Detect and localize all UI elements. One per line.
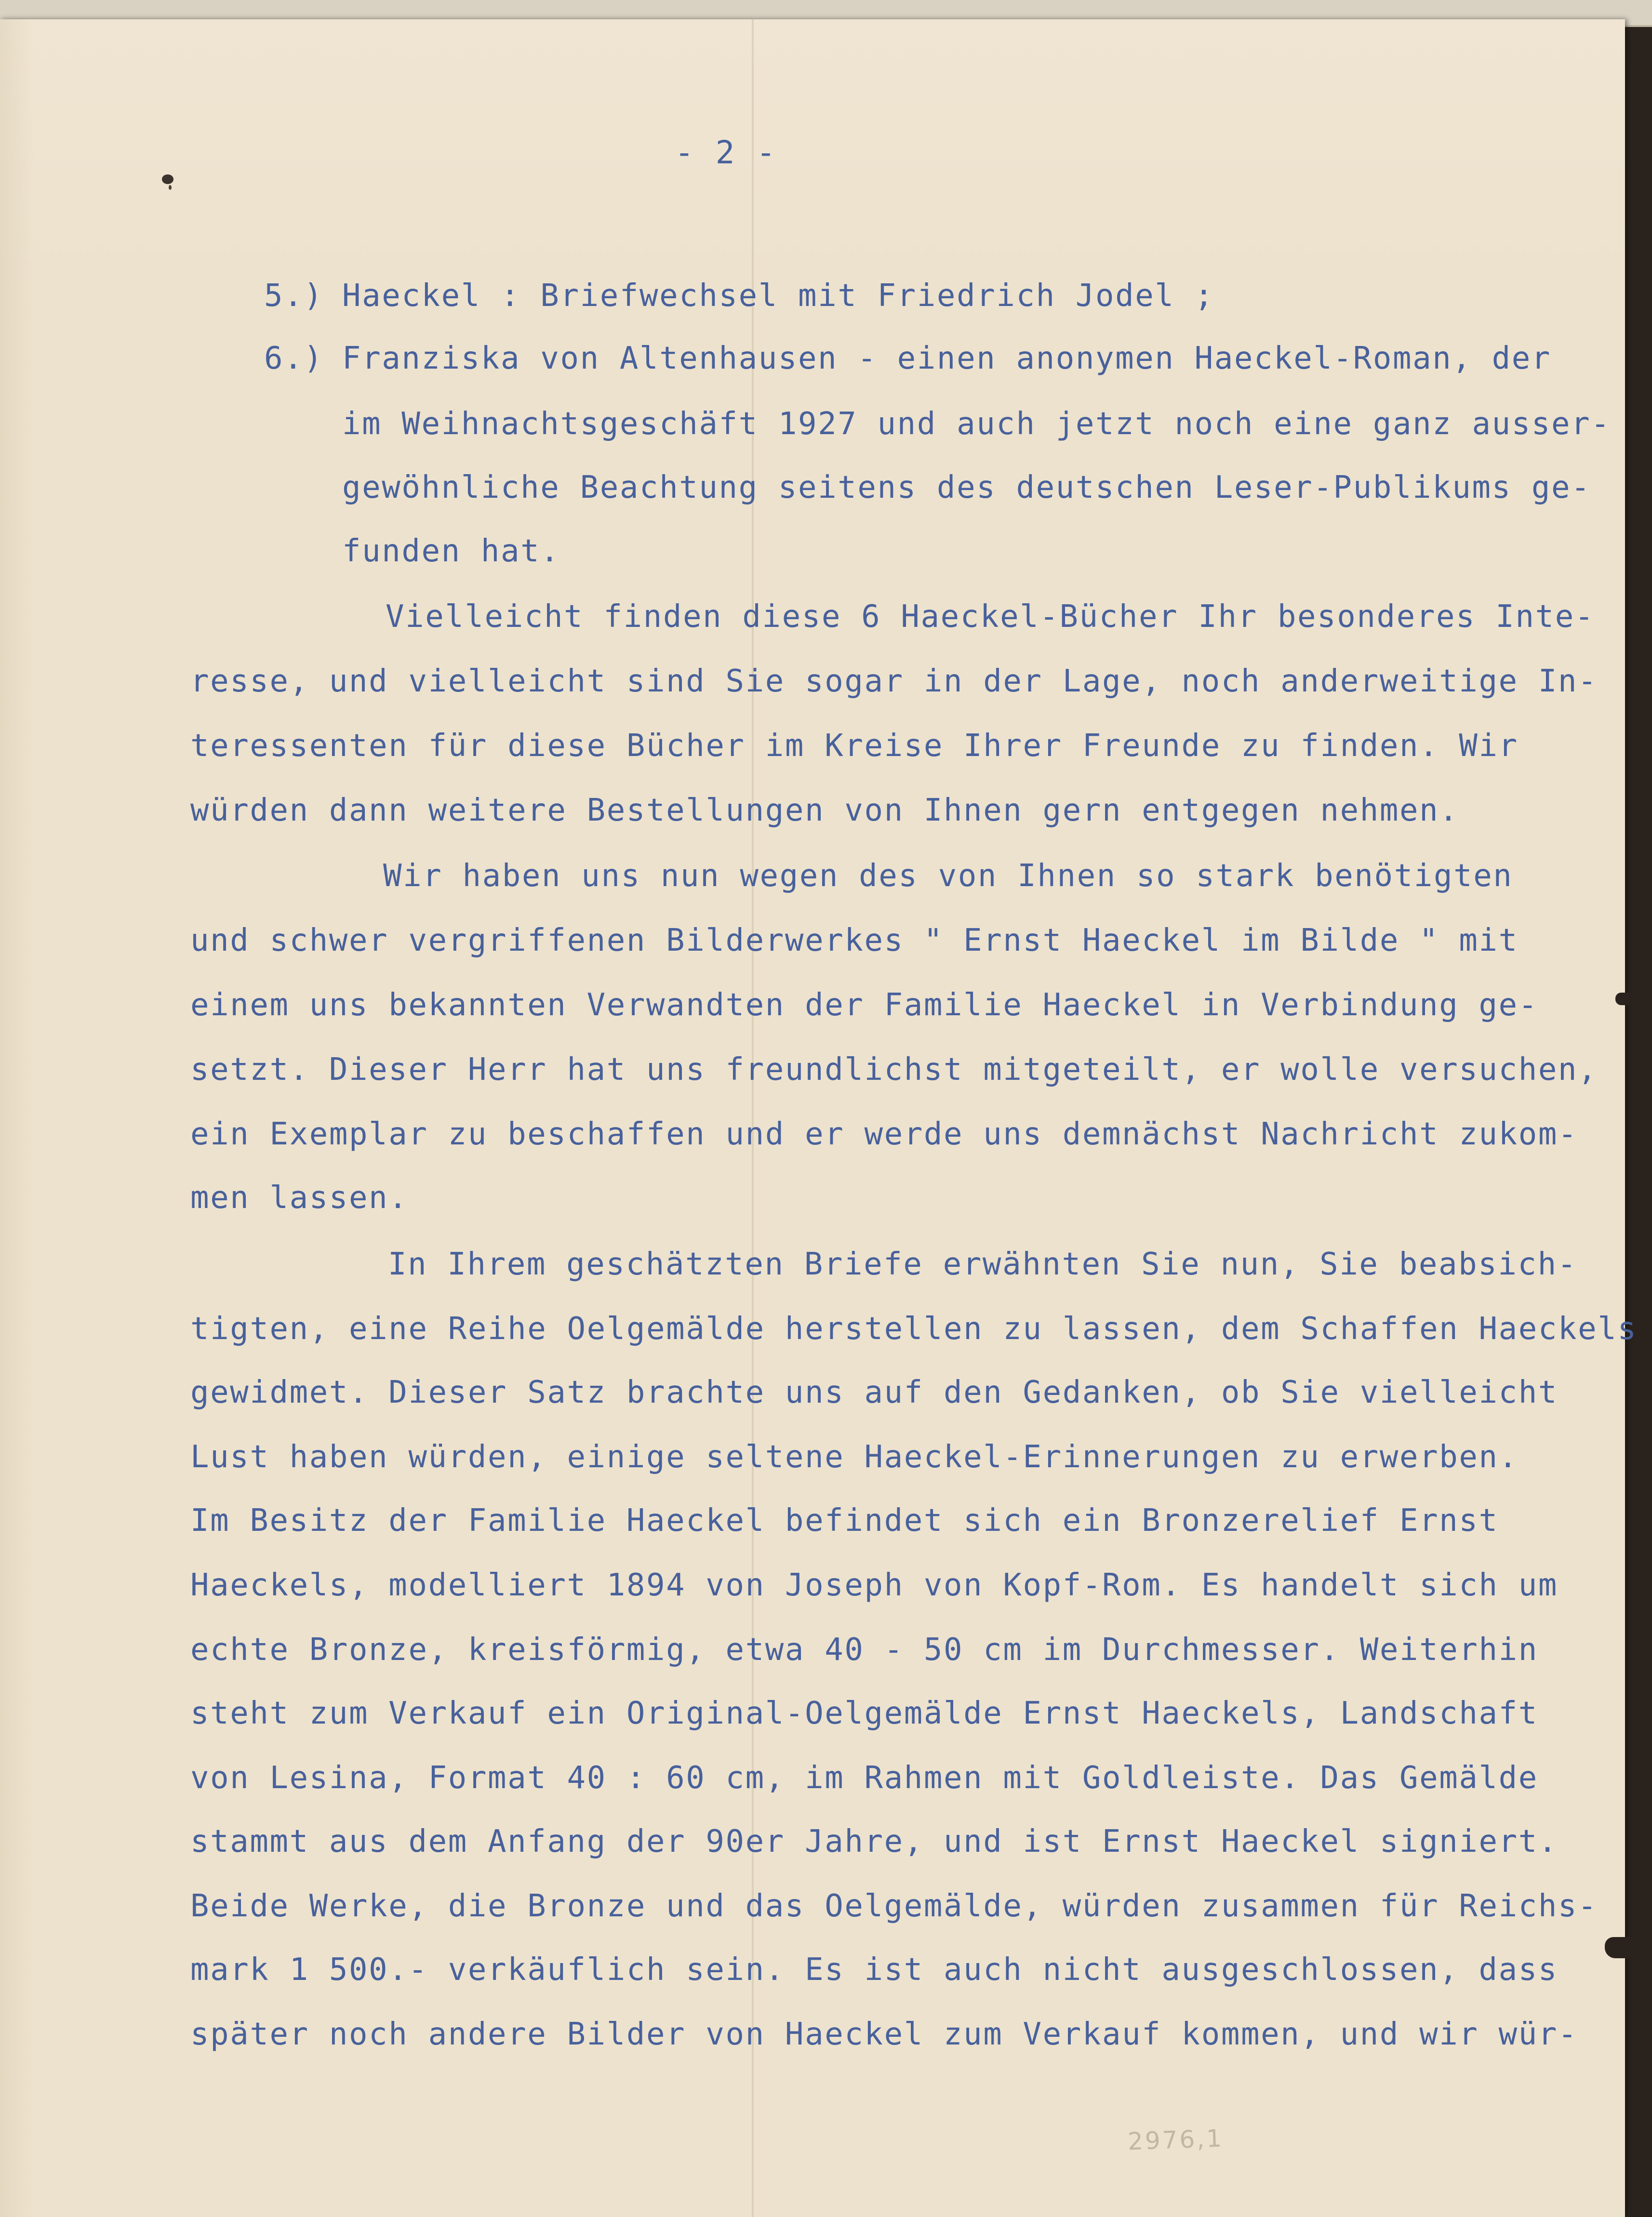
paragraph-line: Im Besitz der Familie Haeckel befindet sich ein Bronzerelief Ernst (190, 1503, 1499, 1539)
paragraph-line: In Ihrem geschätzten Briefe erwähnten Sie nun, Sie beabsich- (388, 1247, 1577, 1282)
letter-page (0, 19, 1638, 2217)
paragraph-line: von Lesina, Format 40 : 60 cm, im Rahmen mit Goldleiste. Das Gemälde (190, 1760, 1538, 1796)
paragraph-line: und schwer vergriffenen Bilderwerkes " Ernst Haeckel im Bilde " mit (190, 923, 1519, 958)
paragraph-line: ein Exemplar zu beschaffen und er werde uns demnächst Nachricht zukom- (190, 1116, 1578, 1152)
list-item-line: im Weihnachtsgeschäft 1927 und auch jetzt noch eine ganz ausser- (342, 406, 1611, 442)
paragraph-line: einem uns bekannten Verwandten der Familie Haeckel in Verbindung ge- (190, 987, 1538, 1023)
page-number: - 2 - (675, 134, 777, 171)
paragraph-line: Lust haben würden, einige seltene Haeckel-Erinnerungen zu erwerben. (190, 1439, 1519, 1475)
paragraph-line: später noch andere Bilder von Haeckel zum Verkauf kommen, und wir wür- (190, 2017, 1578, 2052)
list-item-number: 5.) (264, 278, 324, 314)
paragraph-line: setzt. Dieser Herr hat uns freundlichst mitgeteilt, er wolle versuchen, (190, 1052, 1598, 1088)
paragraph-line: mark 1 500.- verkäuflich sein. Es ist auch nicht ausgeschlossen, dass (190, 1952, 1559, 1988)
list-item-number: 6.) (264, 341, 324, 376)
paragraph-line: Vielleicht finden diese 6 Haeckel-Bücher Ihr besonderes Inte- (386, 599, 1595, 635)
paragraph-line: steht zum Verkauf ein Original-Oelgemälde Ernst Haeckels, Landschaft (190, 1696, 1538, 1731)
list-item-line: funden hat. (342, 533, 560, 569)
paragraph-line: würden dann weitere Bestellungen von Ihnen gern entgegen nehmen. (190, 793, 1459, 828)
paragraph-line: men lassen. (190, 1180, 409, 1216)
paragraph-line: resse, und vielleicht sind Sie sogar in der Lage, noch anderweitige In- (190, 664, 1598, 699)
paragraph-line: stammt aus dem Anfang der 90er Jahre, und ist Ernst Haeckel signiert. (190, 1824, 1559, 1859)
pencil-archive-note: 2976,1 (1127, 2124, 1224, 2156)
typewritten-text (0, 19, 1638, 2217)
paragraph-line: teressenten für diese Bücher im Kreise Ihrer Freunde zu finden. Wir (190, 728, 1519, 764)
paragraph-line: echte Bronze, kreisförmig, etwa 40 - 50 cm im Durchmesser. Weiterhin (190, 1632, 1538, 1668)
paragraph-line: Wir haben uns nun wegen des von Ihnen so stark benötigten (383, 858, 1513, 894)
paragraph-line: tigten, eine Reihe Oelgemälde herstellen zu lassen, dem Schaffen Haeckels (190, 1311, 1638, 1347)
list-item-line: Franziska von Altenhausen - einen anonymen Haeckel-Roman, der (342, 341, 1552, 376)
paragraph-line: gewidmet. Dieser Satz brachte uns auf den Gedanken, ob Sie vielleicht (190, 1375, 1559, 1410)
list-item-line: Haeckel : Briefwechsel mit Friedrich Jodel ; (342, 278, 1214, 314)
paragraph-line: Haeckels, modelliert 1894 von Joseph von Kopf-Rom. Es handelt sich um (190, 1567, 1559, 1603)
paragraph-line: Beide Werke, die Bronze und das Oelgemälde, würden zusammen für Reichs- (190, 1888, 1598, 1924)
list-item-line: gewöhnliche Beachtung seitens des deutschen Leser-Publikums ge- (342, 470, 1591, 505)
